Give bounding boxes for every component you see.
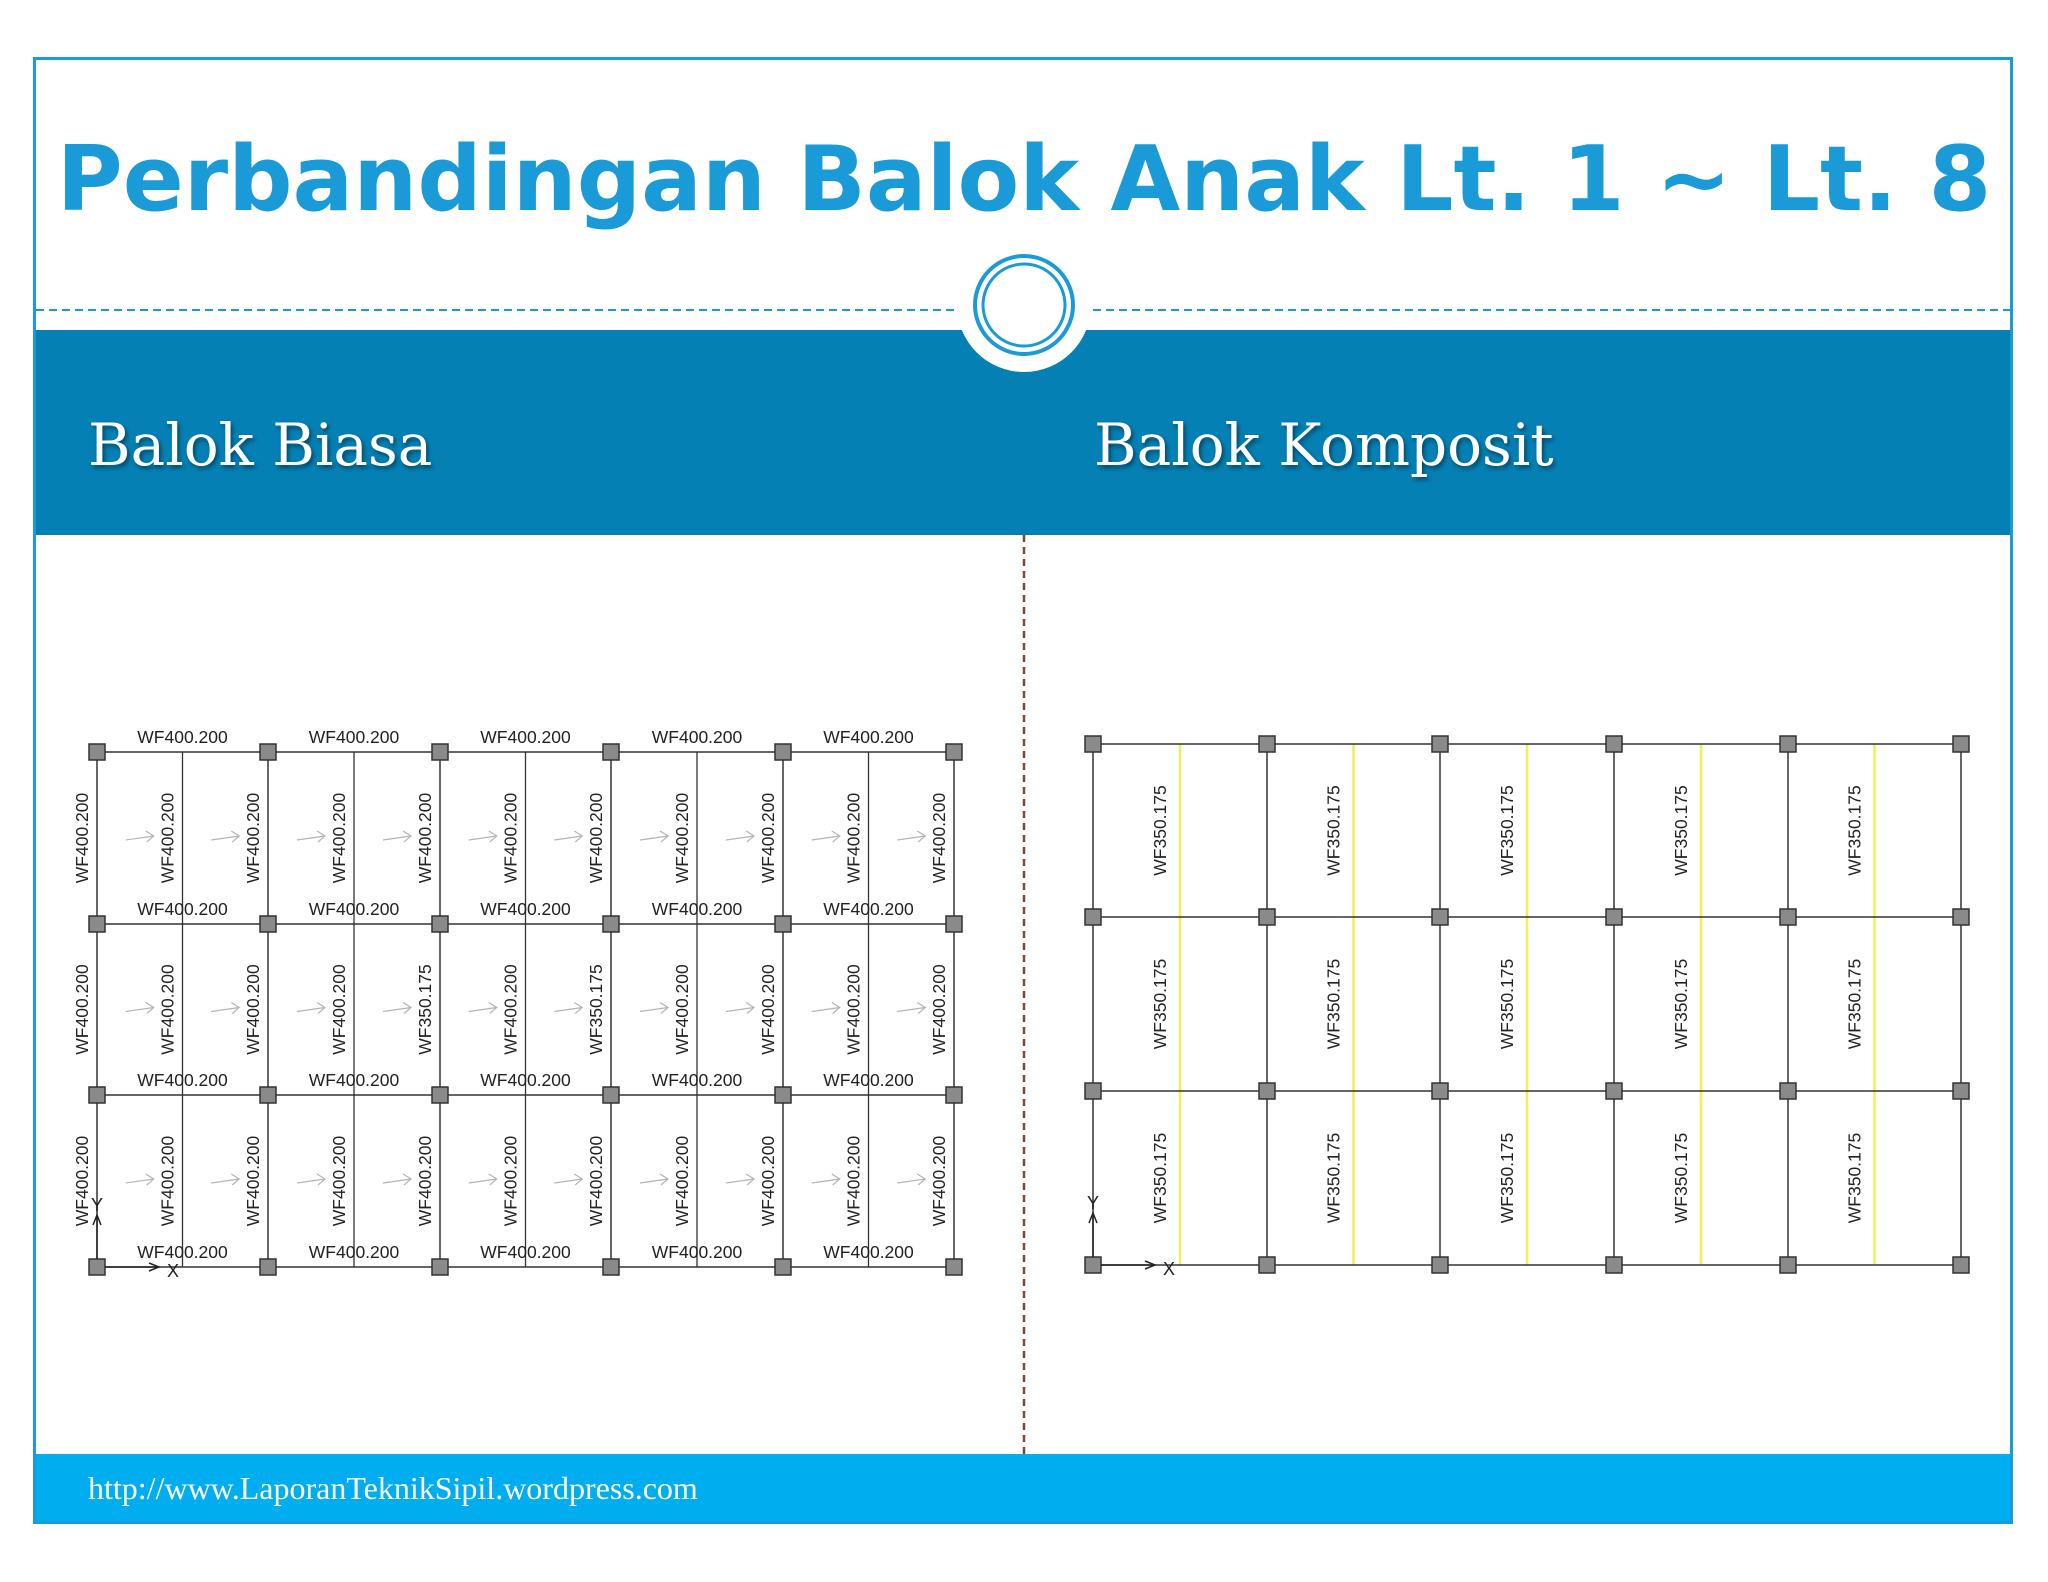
beam-label-vertical: WF350.175 xyxy=(1150,1132,1170,1224)
beam-label-vertical: WF400.200 xyxy=(843,964,864,1055)
beam-label-vertical: WF400.200 xyxy=(243,792,263,884)
slide-title: Perbandingan Balok Anak Lt. 1 ~ Lt. 8 xyxy=(56,127,1992,232)
axis-x-label: X xyxy=(167,1261,180,1281)
beam-label-horizontal: WF400.200 xyxy=(137,899,228,919)
beam-label-vertical: WF400.200 xyxy=(415,1135,435,1227)
column-node xyxy=(1259,1257,1275,1273)
beam-label-vertical: WF350.175 xyxy=(1323,785,1344,876)
column-node xyxy=(1953,736,1969,752)
beam-label-vertical: WF350.175 xyxy=(1497,958,1517,1050)
beam-label-vertical: WF400.200 xyxy=(500,964,521,1055)
axis-x-label: X xyxy=(1163,1259,1176,1279)
beam-label-vertical: WF400.200 xyxy=(72,792,92,884)
beam-label-vertical: WF350.175 xyxy=(1844,785,1865,876)
beam-label-vertical: WF400.200 xyxy=(72,1135,92,1227)
beam-label-vertical: WF350.175 xyxy=(415,964,435,1055)
column-node xyxy=(1259,909,1275,925)
beam-label-horizontal: WF400.200 xyxy=(480,1070,571,1090)
beam-label-vertical: WF350.175 xyxy=(1844,958,1865,1050)
column-node xyxy=(1780,1083,1796,1099)
beam-label-vertical: WF400.200 xyxy=(500,792,521,884)
footer-url: http://www.LaporanTeknikSipil.wordpress.com xyxy=(88,1470,698,1506)
column-node xyxy=(1606,736,1622,752)
column-node xyxy=(1085,1083,1101,1099)
column-node xyxy=(1085,1257,1101,1273)
column-node xyxy=(1606,1257,1622,1273)
beam-label-vertical: WF350.175 xyxy=(1844,1132,1865,1224)
beam-label-horizontal: WF400.200 xyxy=(308,727,400,747)
column-node xyxy=(1606,909,1622,925)
beam-label-vertical: WF400.200 xyxy=(758,964,778,1055)
beam-label-vertical: WF400.200 xyxy=(415,792,435,884)
column-node xyxy=(1432,1083,1448,1099)
column-node xyxy=(1432,736,1448,752)
beam-label-vertical: WF350.175 xyxy=(586,964,606,1055)
beam-label-horizontal: WF400.200 xyxy=(823,899,914,919)
beam-label-horizontal: WF400.200 xyxy=(823,1070,914,1090)
beam-label-horizontal: WF400.200 xyxy=(308,1242,400,1262)
heading-balok-biasa: Balok Biasa xyxy=(88,411,433,479)
beam-label-vertical: WF400.200 xyxy=(243,1135,263,1227)
column-node xyxy=(1259,1083,1275,1099)
beam-label-vertical: WF350.175 xyxy=(1150,958,1170,1050)
beam-label-vertical: WF350.175 xyxy=(1671,958,1691,1050)
beam-label-vertical: WF350.175 xyxy=(1497,1132,1517,1224)
beam-label-horizontal: WF400.200 xyxy=(137,727,228,747)
beam-label-vertical: WF350.175 xyxy=(1671,1132,1691,1224)
beam-label-vertical: WF400.200 xyxy=(157,792,178,884)
column-node xyxy=(1085,909,1101,925)
beam-label-vertical: WF400.200 xyxy=(329,1135,349,1227)
beam-label-vertical: WF400.200 xyxy=(929,1135,949,1227)
beam-label-vertical: WF400.200 xyxy=(672,1135,692,1227)
beam-label-horizontal: WF400.200 xyxy=(308,1070,400,1090)
column-node xyxy=(1953,909,1969,925)
column-node xyxy=(1780,909,1796,925)
beam-label-vertical: WF400.200 xyxy=(329,964,349,1055)
beam-label-vertical: WF350.175 xyxy=(1671,785,1691,876)
column-node xyxy=(1953,1257,1969,1273)
beam-label-vertical: WF400.200 xyxy=(500,1135,521,1227)
column-node xyxy=(1085,736,1101,752)
axis-y-label: Y xyxy=(1086,1193,1100,1213)
beam-label-horizontal: WF400.200 xyxy=(823,1242,914,1262)
column-node xyxy=(1780,1257,1796,1273)
column-node xyxy=(1953,1083,1969,1099)
beam-label-vertical: WF400.200 xyxy=(843,792,864,884)
beam-label-horizontal: WF400.200 xyxy=(651,727,743,747)
beam-label-vertical: WF400.200 xyxy=(672,792,692,884)
beam-label-vertical: WF400.200 xyxy=(929,964,949,1055)
beam-label-vertical: WF400.200 xyxy=(672,964,692,1055)
beam-label-vertical: WF400.200 xyxy=(758,792,778,884)
beam-label-vertical: WF350.175 xyxy=(1150,785,1170,876)
column-node xyxy=(1780,736,1796,752)
column-node xyxy=(1432,1257,1448,1273)
beam-label-horizontal: WF400.200 xyxy=(137,1242,228,1262)
beam-label-horizontal: WF400.200 xyxy=(480,899,571,919)
heading-balok-komposit: Balok Komposit xyxy=(1094,411,1554,479)
beam-label-horizontal: WF400.200 xyxy=(137,1070,228,1090)
beam-label-horizontal: WF400.200 xyxy=(651,899,743,919)
beam-label-vertical: WF400.200 xyxy=(843,1135,864,1227)
beam-label-vertical: WF350.175 xyxy=(1497,785,1517,876)
beam-label-horizontal: WF400.200 xyxy=(651,1242,743,1262)
column-node xyxy=(1259,736,1275,752)
beam-label-vertical: WF400.200 xyxy=(758,1135,778,1227)
column-node xyxy=(1432,909,1448,925)
beam-label-vertical: WF400.200 xyxy=(929,792,949,884)
beam-label-vertical: WF400.200 xyxy=(157,1135,178,1227)
beam-label-vertical: WF400.200 xyxy=(329,792,349,884)
beam-label-horizontal: WF400.200 xyxy=(480,1242,571,1262)
beam-label-horizontal: WF400.200 xyxy=(823,727,914,747)
column-node xyxy=(1606,1083,1622,1099)
axis-y-label: Y xyxy=(90,1195,104,1215)
beam-label-vertical: WF400.200 xyxy=(157,964,178,1055)
beam-label-horizontal: WF400.200 xyxy=(651,1070,743,1090)
beam-label-horizontal: WF400.200 xyxy=(480,727,571,747)
beam-label-vertical: WF400.200 xyxy=(243,964,263,1055)
beam-label-vertical: WF400.200 xyxy=(72,964,92,1055)
beam-label-vertical: WF350.175 xyxy=(1323,1132,1344,1224)
beam-label-vertical: WF400.200 xyxy=(586,1135,606,1227)
beam-label-vertical: WF400.200 xyxy=(586,792,606,884)
beam-label-horizontal: WF400.200 xyxy=(308,899,400,919)
beam-label-vertical: WF350.175 xyxy=(1323,958,1344,1050)
